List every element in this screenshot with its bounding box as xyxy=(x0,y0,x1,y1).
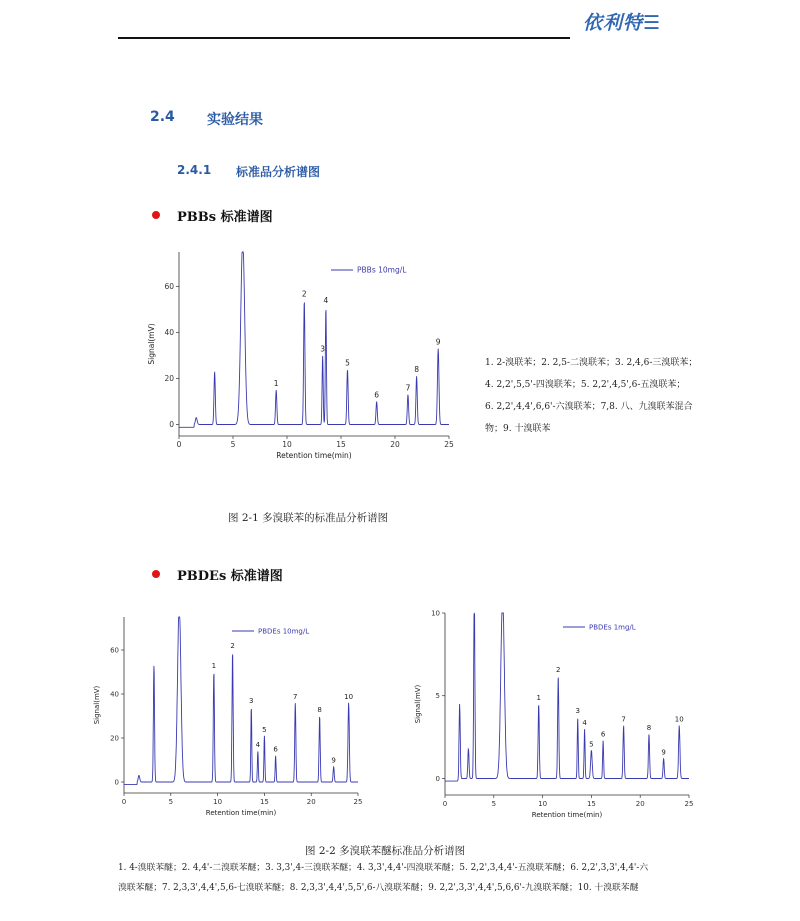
peak-label: 2 xyxy=(555,665,561,674)
x-axis-label: Retention time(min) xyxy=(205,809,277,817)
signal-trace xyxy=(124,617,358,785)
legend-label: PBDEs 10mg/L xyxy=(258,627,310,636)
peak-label: 3 xyxy=(575,707,580,716)
section-number: 2.4 xyxy=(150,109,175,125)
bullet-icon xyxy=(152,211,160,219)
section-title: 实验结果 xyxy=(207,112,263,128)
peak-label: 7 xyxy=(405,383,411,393)
legend-line: 4. 2,2',5,5'-四溴联苯；5. 2,2',4,5',6-五溴联苯； xyxy=(485,380,686,390)
x-tick-label: 25 xyxy=(353,798,363,806)
header-rule xyxy=(118,37,570,39)
y-axis-label: Signal(mV) xyxy=(93,685,101,725)
y-axis-label: Signal(mV) xyxy=(147,323,156,365)
x-tick-label: 10 xyxy=(282,440,292,449)
x-tick-label: 15 xyxy=(259,798,269,806)
y-tick-label: 0 xyxy=(435,774,440,783)
x-tick-label: 25 xyxy=(684,800,694,808)
x-tick-label: 5 xyxy=(230,440,236,449)
figure-caption-2-1: 图 2-1 多溴联苯的标准品分析谱图 xyxy=(228,512,389,524)
peak-label: 3 xyxy=(249,697,254,706)
y-tick-label: 20 xyxy=(110,734,119,743)
x-tick-label: 10 xyxy=(538,800,548,808)
y-tick-label: 10 xyxy=(431,609,440,618)
company-logo: 依利特☰ xyxy=(583,12,662,34)
y-tick-label: 20 xyxy=(164,374,174,383)
x-axis-label: Retention time(min) xyxy=(531,811,603,819)
peak-label: 6 xyxy=(374,390,380,400)
peak-label: 6 xyxy=(600,730,606,739)
x-tick-label: 15 xyxy=(336,440,346,449)
y-axis-label: Signal(mV) xyxy=(414,684,422,724)
peak-label: 4 xyxy=(582,718,587,727)
subsection-number: 2.4.1 xyxy=(177,163,212,177)
x-tick-label: 20 xyxy=(390,440,400,449)
peak-label: 10 xyxy=(674,715,684,724)
peak-label: 5 xyxy=(589,740,594,749)
pbbs-heading: PBBs 标准谱图 xyxy=(177,210,273,225)
x-axis-label: Retention time(min) xyxy=(276,451,352,460)
signal-trace xyxy=(445,613,689,781)
peak-label: 5 xyxy=(262,725,267,734)
figure-caption-2-2: 图 2-2 多溴联苯醚标准品分析谱图 xyxy=(305,845,466,857)
legend-line: 物；9. 十溴联苯 xyxy=(485,424,551,434)
peak-label: 8 xyxy=(646,723,652,732)
peak-label: 1 xyxy=(211,662,217,670)
legend-label: PBBs 10mg/L xyxy=(357,265,407,275)
bullet-icon xyxy=(152,570,160,578)
pbbs-chromatogram xyxy=(135,240,465,490)
pbbs-peak-legend xyxy=(485,352,697,440)
subsection-title: 标准品分析谱图 xyxy=(236,165,321,179)
peak-label: 4 xyxy=(323,296,329,306)
x-tick-label: 5 xyxy=(168,798,174,806)
y-tick-label: 0 xyxy=(114,778,119,787)
y-tick-label: 60 xyxy=(110,646,119,655)
peak-label: 5 xyxy=(345,358,350,368)
x-tick-label: 5 xyxy=(491,800,497,808)
legend-label: PBDEs 1mg/L xyxy=(589,623,636,632)
peak-label: 9 xyxy=(661,748,666,757)
x-tick-label: 10 xyxy=(213,798,223,806)
peak-label: 3 xyxy=(320,344,326,354)
peak-label: 9 xyxy=(435,337,441,347)
y-tick-label: 0 xyxy=(169,420,174,429)
y-tick-label: 60 xyxy=(164,282,174,291)
peak-label: 2 xyxy=(230,642,235,651)
pbdes-10mg-chromatogram xyxy=(88,605,378,825)
pbdes-peak-legend xyxy=(118,858,648,898)
peak-label: 8 xyxy=(414,365,419,375)
peak-label: 1 xyxy=(273,379,279,388)
legend-line: 1. 4-溴联苯醚；2. 4,4'-二溴联苯醚；3. 3,3',4-三溴联苯醚；4. 3,3',4,4'-四溴联苯醚；5. 2,2',3,4,4'-五溴联苯醚；6. 2,2',3,3',4,4'-六 xyxy=(118,863,649,873)
peak-label: 6 xyxy=(273,745,278,754)
y-tick-label: 40 xyxy=(110,690,119,699)
peak-label: 7 xyxy=(293,692,298,701)
legend-line: 溴联苯醚；7. 2,3,3',4,4',5,6-七溴联苯醚；8. 2,3,3',4,4',5,5',6-八溴联苯醚；9. 2,2',3,3',4,4',5,6,6'-九溴联苯醚；10. 十溴联苯醚 xyxy=(118,883,639,893)
peak-label: 8 xyxy=(317,706,322,714)
x-tick-label: 25 xyxy=(444,440,454,449)
x-tick-label: 0 xyxy=(121,798,127,806)
pbdes-heading: PBDEs 标准谱图 xyxy=(177,569,283,584)
peak-label: 10 xyxy=(344,692,354,701)
x-tick-label: 20 xyxy=(306,798,316,806)
peak-label: 2 xyxy=(301,289,307,299)
legend-line: 1. 2-溴联苯；2. 2,5-二溴联苯；3. 2,4,6-三溴联苯； xyxy=(485,358,698,368)
pbdes-1mg-chromatogram xyxy=(405,605,705,825)
x-tick-label: 0 xyxy=(442,800,448,808)
peak-label: 7 xyxy=(621,715,626,724)
y-tick-label: 5 xyxy=(435,692,440,701)
x-tick-label: 0 xyxy=(176,440,182,449)
x-tick-label: 15 xyxy=(586,800,596,808)
peak-label: 1 xyxy=(536,694,541,702)
signal-trace xyxy=(179,252,449,427)
peak-label: 4 xyxy=(255,741,261,750)
legend-line: 6. 2,2',4,4',6,6'-六溴联苯；7,8. 八、九溴联苯混合 xyxy=(485,402,693,412)
y-tick-label: 40 xyxy=(164,328,174,337)
x-tick-label: 20 xyxy=(635,800,645,808)
peak-label: 9 xyxy=(331,756,336,765)
